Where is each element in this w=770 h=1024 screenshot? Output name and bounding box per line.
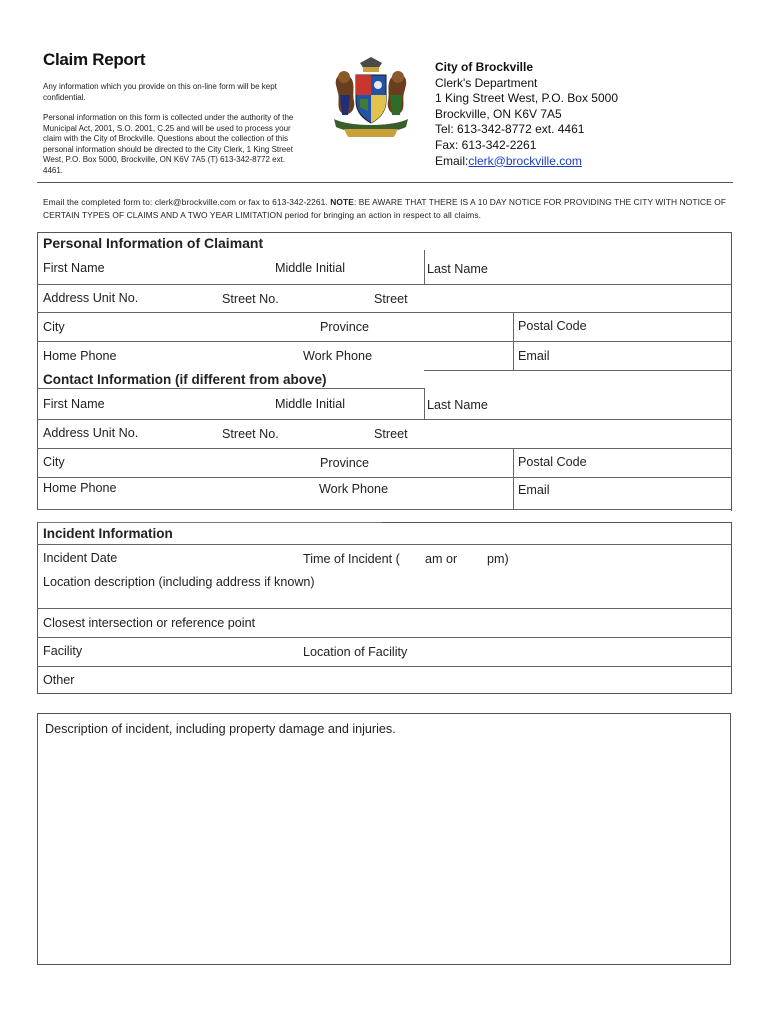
claimant-province-label: Province — [320, 320, 369, 334]
contact-block — [435, 60, 618, 169]
contact-info-heading: Contact Information (if different from above) — [43, 372, 327, 387]
contact-email-label: Email — [518, 483, 550, 497]
claimant-last-name-label: Last Name — [427, 262, 488, 276]
notice-text-1: Email the completed form to: clerk@brockville.com or fax to 613-342-2261. — [43, 197, 331, 207]
contact-address-2: Brockville, ON K6V 7A5 — [435, 106, 562, 121]
contact-fax: Fax: 613-342-2261 — [435, 137, 537, 152]
claimant-home-phone-label: Home Phone — [43, 349, 117, 363]
notice-text-2: : BE AWARE THAT THERE IS A 10 DAY NOTICE FOR PROVIDING THE CITY WITH NOTICE OF CERTAIN TYPES OF CLAIMS AND A TWO YEAR LIMITATION period for bringing an action in respect to all claims. — [43, 197, 727, 220]
header-divider — [37, 182, 733, 183]
contact-email-link[interactable]: clerk@brockville.com — [468, 153, 582, 168]
incident-time-label: Time of Incident ( — [303, 552, 400, 566]
submission-notice — [43, 196, 733, 221]
contact-middle-initial-label: Middle Initial — [275, 397, 345, 411]
claimant-address-unit-label: Address Unit No. — [43, 291, 139, 305]
claimant-postal-code-label: Postal Code — [518, 319, 587, 333]
location-description-label: Location description (including address if known) — [43, 575, 315, 589]
description-box[interactable] — [37, 713, 731, 965]
claimant-work-phone-label: Work Phone — [303, 349, 373, 363]
incident-am-label: am or — [425, 552, 458, 566]
notice-bold: NOTE — [330, 197, 354, 207]
incident-pm-label: pm) — [487, 552, 509, 566]
contact-last-name-label: Last Name — [427, 398, 488, 412]
contact-province-label: Province — [320, 456, 369, 470]
other-label: Other — [43, 673, 75, 687]
claimant-city-label: City — [43, 320, 65, 334]
page-title: Claim Report — [43, 50, 146, 69]
description-label: Description of incident, including property damage and injuries. — [45, 722, 396, 736]
contact-department: Clerk's Department — [435, 75, 538, 90]
claimant-email-label: Email — [518, 349, 550, 363]
privacy-notice: Personal information on this form is collected under the authority of the Municipal Act, 2001, S.O. 2001, C.25 and will be used to process your claim with the City of Brockville. Questions about the collection of this personal information should be directed to the City Clerk, 1 King Street West, P.O. Box 5000, Brockville, ON K6V 7A5 (T) 613-342-8772 ext. 4461. — [43, 113, 294, 175]
claimant-street-label: Street — [374, 292, 408, 306]
location-of-facility-label: Location of Facility — [303, 645, 408, 659]
contact-work-phone-label: Work Phone — [319, 482, 389, 496]
contact-address-unit-label: Address Unit No. — [43, 426, 139, 440]
contact-home-phone-label: Home Phone — [43, 481, 117, 495]
confidential-notice: Any information which you provide on this on-line form will be kept confidential. — [43, 82, 277, 102]
incident-heading: Incident Information — [43, 526, 173, 541]
incident-date-label: Incident Date — [43, 551, 118, 565]
contact-email-label: Email: — [435, 153, 469, 168]
contact-first-name-label: First Name — [43, 397, 105, 411]
contact-city: City of Brockville — [435, 60, 534, 74]
claimant-first-name-label: First Name — [43, 261, 105, 275]
city-crest-icon — [330, 55, 412, 139]
contact-address-1: 1 King Street West, P.O. Box 5000 — [435, 91, 618, 106]
contact-postal-code-label: Postal Code — [518, 455, 587, 469]
claimant-heading: Personal Information of Claimant — [43, 235, 264, 251]
contact-tel: Tel: 613-342-8772 ext. 4461 — [435, 122, 585, 137]
contact-street-no-label: Street No. — [222, 427, 279, 441]
closest-intersection-label: Closest intersection or reference point — [43, 616, 256, 630]
claimant-middle-initial-label: Middle Initial — [275, 261, 345, 275]
claimant-street-no-label: Street No. — [222, 292, 279, 306]
facility-label: Facility — [43, 644, 83, 658]
contact-city-label: City — [43, 455, 65, 469]
contact-email-row — [435, 154, 618, 170]
contact-street-label: Street — [374, 427, 408, 441]
